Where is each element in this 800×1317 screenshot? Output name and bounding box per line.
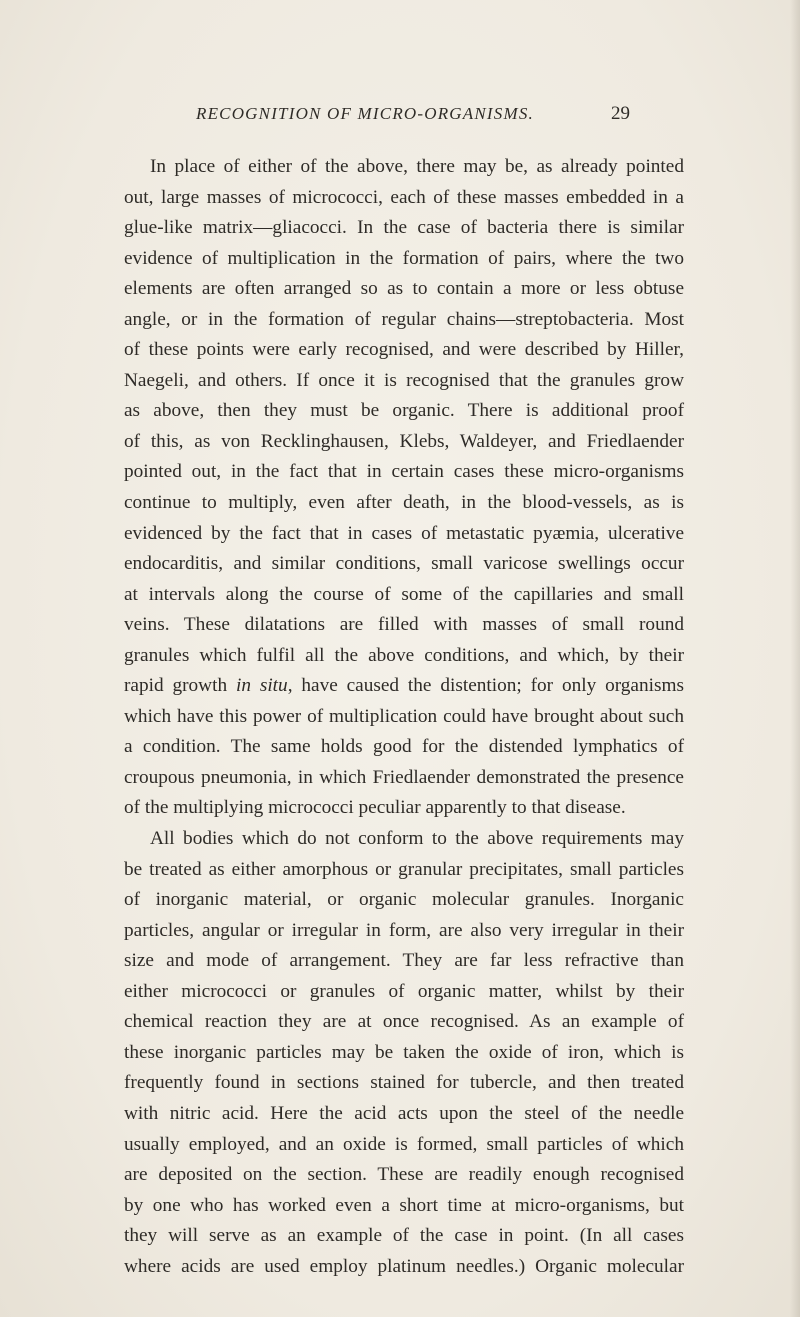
text-line: a condition. The same holds good for the distended lymphatics of: [124, 736, 684, 758]
text-line: at intervals along the course of some of the capillaries and small: [124, 583, 684, 605]
text-line: All bodies which do not conform to the above requirements may: [150, 828, 684, 850]
text-line: of the multiplying micrococci peculiar apparently to that disease.: [124, 797, 626, 819]
text-line: granules which fulfil all the above conditions, and which, by their: [124, 644, 684, 666]
text-line: they will serve as an example of the case in point. (In all cases: [124, 1225, 684, 1247]
text-line: chemical reaction they are at once recognised. As an example of: [124, 1011, 684, 1033]
text-line: evidence of multiplication in the formation of pairs, where the two: [124, 247, 684, 269]
text-line: as above, then they must be organic. There is additional proof: [124, 400, 684, 422]
text-line: In place of either of the above, there may be, as already pointed: [150, 156, 684, 177]
italic-phrase: in situ: [235, 675, 288, 697]
text-line: croupous pneumonia, in which Friedlaender demonstrated the presence: [124, 766, 684, 788]
text-line: are deposited on the section. These are readily enough recognised: [124, 1164, 684, 1186]
text-line: out, large masses of micrococci, each of these masses embedded in a: [124, 186, 684, 208]
text-line: these inorganic particles may be taken the oxide of iron, which is: [124, 1041, 684, 1063]
text-line: of inorganic material, or organic molecular granules. Inorganic: [124, 889, 684, 911]
text-line: glue-like matrix—gliacocci. In the case of bacteria there is similar: [124, 217, 684, 239]
text-line: of these points were early recognised, and were described by Hiller,: [124, 339, 684, 361]
text-line: where acids are used employ platinum needles.) Organic molecular: [124, 1255, 684, 1277]
page-edge-shadow: [790, 0, 800, 1317]
text-line: be treated as either amorphous or granular precipitates, small particles: [124, 858, 684, 880]
text-line: by one who has worked even a short time at micro-organisms, but: [124, 1194, 684, 1216]
text-line: veins. These dilatations are filled with masses of small round: [124, 614, 684, 636]
text-line: frequently found in sections stained for tubercle, and then treated: [124, 1072, 684, 1094]
page-header: [196, 104, 630, 134]
text-line: angle, or in the formation of regular chains—streptobacteria. Most: [124, 308, 684, 330]
page-number: 29: [611, 103, 630, 124]
text-line: particles, angular or irregular in form, are also very irregular in their: [124, 919, 684, 941]
text-line: Naegeli, and others. If once it is recognised that the granules grow: [124, 369, 684, 391]
text-line: either micrococci or granules of organic matter, whilst by their: [124, 980, 684, 1002]
text-line: with nitric acid. Here the acid acts upon the steel of the needle: [124, 1102, 684, 1124]
text-line: elements are often arranged so as to contain a more or less obtuse: [124, 278, 684, 300]
text-line: which have this power of multiplication could have brought about such: [124, 705, 684, 727]
text-line: size and mode of arrangement. They are far less refractive than: [124, 950, 684, 972]
text-line: usually employed, and an oxide is formed, small particles of which: [124, 1133, 684, 1155]
text-line: continue to multiply, even after death, in the blood-vessels, as is: [124, 492, 684, 514]
text-line: rapid growth in situ, have caused the distention; for only organisms: [124, 675, 684, 697]
running-head: RECOGNITION OF MICRO-ORGANISMS.: [196, 104, 534, 123]
body-text: [124, 152, 684, 1282]
text-line: evidenced by the fact that in cases of metastatic pyæmia, ulcerative: [124, 522, 684, 544]
text-line: endocarditis, and similar conditions, small varicose swellings occur: [124, 553, 684, 575]
text-line: pointed out, in the fact that in certain cases these micro-organisms: [124, 461, 684, 483]
text-line: of this, as von Recklinghausen, Klebs, Waldeyer, and Friedlaender: [124, 430, 684, 452]
